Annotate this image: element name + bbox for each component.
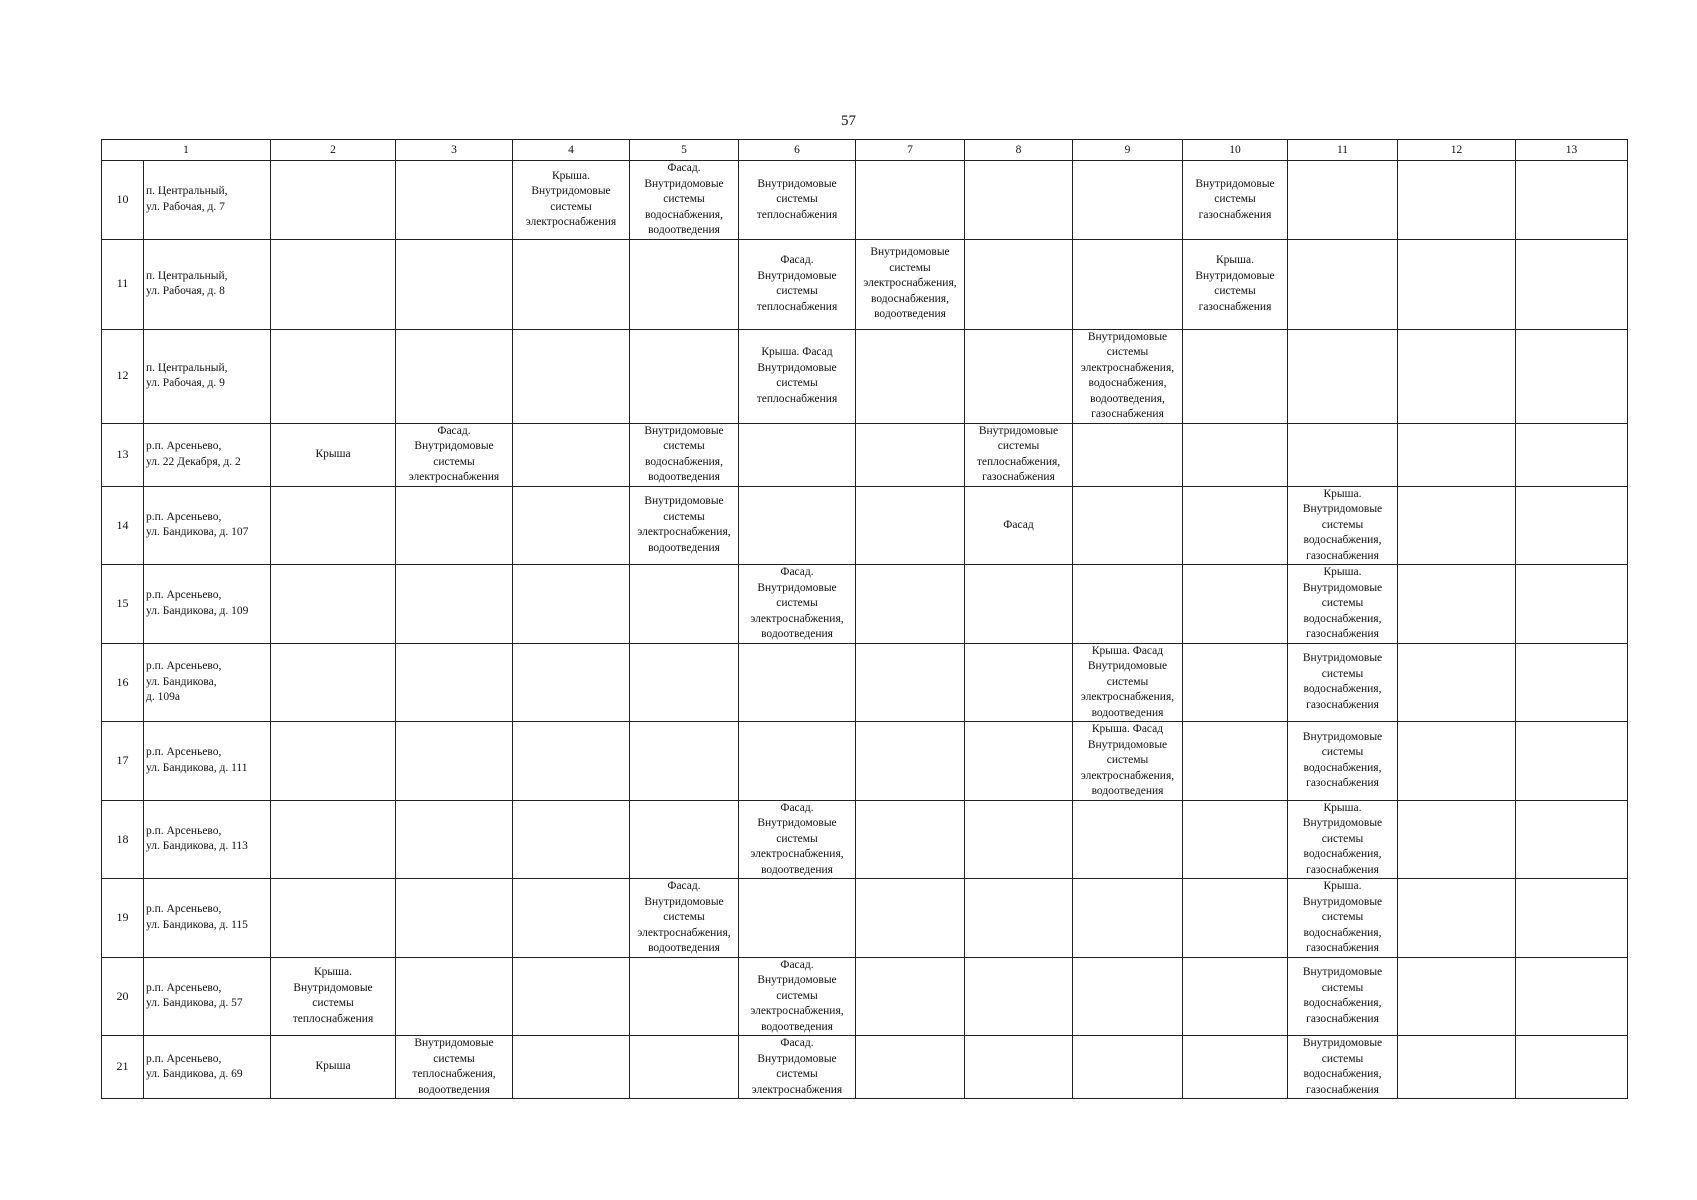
table-row (102, 565, 1628, 644)
row-number: 17 (102, 722, 144, 801)
column-header-13: 13 (1516, 140, 1628, 161)
work-cell-col-2 (271, 239, 396, 329)
address-cell: р.п. Арсеньево, ул. Бандикова, д. 107 (144, 486, 271, 565)
address-cell: р.п. Арсеньево, ул. 22 Декабря, д. 2 (144, 423, 271, 486)
work-cell-col-2: Крыша (271, 423, 396, 486)
work-cell-col-10 (1183, 722, 1288, 801)
address-cell: п. Центральный, ул. Рабочая, д. 8 (144, 239, 271, 329)
table-row (102, 722, 1628, 801)
work-cell-col-13 (1516, 423, 1628, 486)
work-cell-col-10 (1183, 1036, 1288, 1099)
work-cell-col-4: Крыша. Внутридомовые системы электроснабжения (513, 161, 630, 240)
work-cell-col-12 (1398, 161, 1516, 240)
work-cell-col-5 (630, 722, 739, 801)
address-cell: р.п. Арсеньево, ул. Бандикова, д. 113 (144, 800, 271, 879)
work-cell-col-11: Внутридомовые системы водоснабжения, газоснабжения (1288, 1036, 1398, 1099)
address-cell: р.п. Арсеньево, ул. Бандикова, д. 111 (144, 722, 271, 801)
work-cell-col-9 (1073, 239, 1183, 329)
table-row (102, 486, 1628, 565)
row-number: 11 (102, 239, 144, 329)
work-cell-col-10 (1183, 957, 1288, 1036)
work-cell-col-12 (1398, 239, 1516, 329)
work-cell-col-12 (1398, 957, 1516, 1036)
work-cell-col-8 (965, 329, 1073, 423)
work-cell-col-6: Фасад. Внутридомовые системы электроснабжения (739, 1036, 856, 1099)
work-cell-col-7 (856, 722, 965, 801)
work-cell-col-3: Фасад. Внутридомовые системы электроснабжения (396, 423, 513, 486)
table-row (102, 643, 1628, 722)
work-cell-col-8 (965, 957, 1073, 1036)
work-cell-col-11 (1288, 161, 1398, 240)
table-row (102, 1036, 1628, 1099)
work-cell-col-11: Крыша. Внутридомовые системы водоснабжения, газоснабжения (1288, 800, 1398, 879)
work-cell-col-9: Крыша. Фасад Внутридомовые системы электроснабжения, водоотведения (1073, 722, 1183, 801)
work-cell-col-10 (1183, 486, 1288, 565)
work-cell-col-2 (271, 486, 396, 565)
work-cell-col-7: Внутридомовые системы электроснабжения, водоснабжения, водоотведения (856, 239, 965, 329)
work-cell-col-7 (856, 329, 965, 423)
work-cell-col-6: Фасад. Внутридомовые системы электроснабжения, водоотведения (739, 800, 856, 879)
work-cell-col-10: Крыша. Внутридомовые системы газоснабжения (1183, 239, 1288, 329)
column-header-7: 7 (856, 140, 965, 161)
address-cell: р.п. Арсеньево, ул. Бандикова, д. 115 (144, 879, 271, 958)
row-number: 15 (102, 565, 144, 644)
work-cell-col-4 (513, 565, 630, 644)
work-cell-col-9: Внутридомовые системы электроснабжения, водоснабжения, водоотведения, газоснабжения (1073, 329, 1183, 423)
work-cell-col-8: Фасад (965, 486, 1073, 565)
work-cell-col-13 (1516, 239, 1628, 329)
work-cell-col-8 (965, 1036, 1073, 1099)
work-cell-col-2: Крыша. Внутридомовые системы теплоснабжения (271, 957, 396, 1036)
work-cell-col-7 (856, 486, 965, 565)
work-cell-col-13 (1516, 161, 1628, 240)
work-cell-col-8 (965, 722, 1073, 801)
row-number: 10 (102, 161, 144, 240)
address-cell: п. Центральный, ул. Рабочая, д. 7 (144, 161, 271, 240)
column-header-4: 4 (513, 140, 630, 161)
work-cell-col-11: Внутридомовые системы водоснабжения, газоснабжения (1288, 957, 1398, 1036)
work-cell-col-7 (856, 161, 965, 240)
work-cell-col-13 (1516, 643, 1628, 722)
work-cell-col-6 (739, 879, 856, 958)
work-cell-col-9 (1073, 161, 1183, 240)
work-cell-col-9 (1073, 486, 1183, 565)
work-cell-col-10 (1183, 329, 1288, 423)
work-cell-col-6 (739, 423, 856, 486)
work-cell-col-11 (1288, 423, 1398, 486)
work-cell-col-5 (630, 643, 739, 722)
work-cell-col-5 (630, 329, 739, 423)
address-cell: р.п. Арсеньево, ул. Бандикова, д. 57 (144, 957, 271, 1036)
work-cell-col-9 (1073, 800, 1183, 879)
work-cell-col-11: Крыша. Внутридомовые системы водоснабжения, газоснабжения (1288, 565, 1398, 644)
work-cell-col-9 (1073, 1036, 1183, 1099)
column-header-9: 9 (1073, 140, 1183, 161)
work-cell-col-7 (856, 1036, 965, 1099)
work-cell-col-3 (396, 800, 513, 879)
work-cell-col-7 (856, 879, 965, 958)
row-number: 14 (102, 486, 144, 565)
work-cell-col-9 (1073, 879, 1183, 958)
table-row (102, 423, 1628, 486)
work-cell-col-12 (1398, 722, 1516, 801)
column-header-6: 6 (739, 140, 856, 161)
row-number: 20 (102, 957, 144, 1036)
work-cell-col-4 (513, 423, 630, 486)
work-cell-col-5 (630, 1036, 739, 1099)
work-cell-col-5: Фасад. Внутридомовые системы водоснабжения, водоотведения (630, 161, 739, 240)
row-number: 12 (102, 329, 144, 423)
work-cell-col-10 (1183, 423, 1288, 486)
work-cell-col-5: Внутридомовые системы электроснабжения, водоотведения (630, 486, 739, 565)
work-cell-col-12 (1398, 879, 1516, 958)
work-cell-col-2: Крыша (271, 1036, 396, 1099)
work-cell-col-13 (1516, 565, 1628, 644)
work-cell-col-7 (856, 800, 965, 879)
work-cell-col-6: Фасад. Внутридомовые системы электроснабжения, водоотведения (739, 957, 856, 1036)
column-header-2: 2 (271, 140, 396, 161)
row-number: 13 (102, 423, 144, 486)
work-cell-col-6: Фасад. Внутридомовые системы электроснабжения, водоотведения (739, 565, 856, 644)
work-cell-col-11 (1288, 329, 1398, 423)
work-cell-col-13 (1516, 957, 1628, 1036)
work-cell-col-11: Внутридомовые системы водоснабжения, газоснабжения (1288, 722, 1398, 801)
table-row (102, 239, 1628, 329)
work-cell-col-2 (271, 879, 396, 958)
work-cell-col-13 (1516, 486, 1628, 565)
work-cell-col-5: Фасад. Внутридомовые системы электроснабжения, водоотведения (630, 879, 739, 958)
work-cell-col-11: Крыша. Внутридомовые системы водоснабжения, газоснабжения (1288, 486, 1398, 565)
work-cell-col-13 (1516, 800, 1628, 879)
work-cell-col-5 (630, 957, 739, 1036)
address-cell: р.п. Арсеньево, ул. Бандикова, д. 109 (144, 565, 271, 644)
work-cell-col-4 (513, 800, 630, 879)
column-header-8: 8 (965, 140, 1073, 161)
work-cell-col-4 (513, 329, 630, 423)
work-cell-col-7 (856, 565, 965, 644)
work-cell-col-9: Крыша. Фасад Внутридомовые системы электроснабжения, водоотведения (1073, 643, 1183, 722)
row-number: 16 (102, 643, 144, 722)
table-row (102, 800, 1628, 879)
table-row (102, 161, 1628, 240)
row-number: 19 (102, 879, 144, 958)
work-cell-col-12 (1398, 800, 1516, 879)
work-cell-col-5 (630, 565, 739, 644)
column-header-12: 12 (1398, 140, 1516, 161)
work-cell-col-4 (513, 1036, 630, 1099)
work-cell-col-3 (396, 486, 513, 565)
work-cell-col-2 (271, 161, 396, 240)
work-cell-col-6 (739, 486, 856, 565)
work-cell-col-4 (513, 486, 630, 565)
work-cell-col-3 (396, 643, 513, 722)
work-cell-col-3 (396, 879, 513, 958)
table-row (102, 329, 1628, 423)
work-cell-col-7 (856, 957, 965, 1036)
row-number: 18 (102, 800, 144, 879)
column-header-10: 10 (1183, 140, 1288, 161)
work-cell-col-6: Внутридомовые системы теплоснабжения (739, 161, 856, 240)
column-header-1: 1 (102, 140, 271, 161)
work-cell-col-5 (630, 239, 739, 329)
work-cell-col-2 (271, 329, 396, 423)
work-cell-col-10 (1183, 643, 1288, 722)
table-header-row (102, 140, 1628, 161)
work-cell-col-5 (630, 800, 739, 879)
work-cell-col-8 (965, 800, 1073, 879)
work-cell-col-6: Крыша. Фасад Внутридомовые системы теплоснабжения (739, 329, 856, 423)
work-cell-col-2 (271, 565, 396, 644)
work-cell-col-3 (396, 957, 513, 1036)
work-cell-col-5: Внутридомовые системы водоснабжения, водоотведения (630, 423, 739, 486)
work-cell-col-4 (513, 643, 630, 722)
work-cell-col-2 (271, 722, 396, 801)
work-cell-col-8 (965, 565, 1073, 644)
work-cell-col-6: Фасад. Внутридомовые системы теплоснабжения (739, 239, 856, 329)
work-cell-col-6 (739, 722, 856, 801)
work-cell-col-8 (965, 879, 1073, 958)
work-cell-col-8 (965, 239, 1073, 329)
work-cell-col-12 (1398, 329, 1516, 423)
work-cell-col-4 (513, 239, 630, 329)
row-number: 21 (102, 1036, 144, 1099)
work-cell-col-11: Внутридомовые системы водоснабжения, газоснабжения (1288, 643, 1398, 722)
work-cell-col-11 (1288, 239, 1398, 329)
work-cell-col-10 (1183, 565, 1288, 644)
work-cell-col-4 (513, 957, 630, 1036)
address-cell: п. Центральный, ул. Рабочая, д. 9 (144, 329, 271, 423)
address-cell: р.п. Арсеньево, ул. Бандикова, д. 109а (144, 643, 271, 722)
work-cell-col-3 (396, 329, 513, 423)
repair-schedule-table (101, 139, 1628, 1099)
column-header-5: 5 (630, 140, 739, 161)
table-row (102, 879, 1628, 958)
work-cell-col-12 (1398, 486, 1516, 565)
work-cell-col-9 (1073, 423, 1183, 486)
work-cell-col-2 (271, 643, 396, 722)
work-cell-col-2 (271, 800, 396, 879)
address-cell: р.п. Арсеньево, ул. Бандикова, д. 69 (144, 1036, 271, 1099)
work-cell-col-3 (396, 565, 513, 644)
work-cell-col-3 (396, 722, 513, 801)
work-cell-col-12 (1398, 565, 1516, 644)
work-cell-col-4 (513, 879, 630, 958)
work-cell-col-10 (1183, 800, 1288, 879)
table-row (102, 957, 1628, 1036)
work-cell-col-10 (1183, 879, 1288, 958)
work-cell-col-11: Крыша. Внутридомовые системы водоснабжения, газоснабжения (1288, 879, 1398, 958)
work-cell-col-4 (513, 722, 630, 801)
work-cell-col-7 (856, 643, 965, 722)
work-cell-col-13 (1516, 722, 1628, 801)
work-cell-col-9 (1073, 565, 1183, 644)
page-number: 57 (841, 113, 856, 129)
work-cell-col-13 (1516, 1036, 1628, 1099)
work-cell-col-3: Внутридомовые системы теплоснабжения, водоотведения (396, 1036, 513, 1099)
work-cell-col-12 (1398, 1036, 1516, 1099)
work-cell-col-13 (1516, 879, 1628, 958)
work-cell-col-8 (965, 161, 1073, 240)
work-cell-col-12 (1398, 423, 1516, 486)
work-cell-col-10: Внутридомовые системы газоснабжения (1183, 161, 1288, 240)
work-cell-col-8: Внутридомовые системы теплоснабжения, газоснабжения (965, 423, 1073, 486)
column-header-11: 11 (1288, 140, 1398, 161)
work-cell-col-12 (1398, 643, 1516, 722)
work-cell-col-8 (965, 643, 1073, 722)
work-cell-col-3 (396, 161, 513, 240)
work-cell-col-9 (1073, 957, 1183, 1036)
work-cell-col-13 (1516, 329, 1628, 423)
work-cell-col-7 (856, 423, 965, 486)
work-cell-col-3 (396, 239, 513, 329)
column-header-3: 3 (396, 140, 513, 161)
work-cell-col-6 (739, 643, 856, 722)
